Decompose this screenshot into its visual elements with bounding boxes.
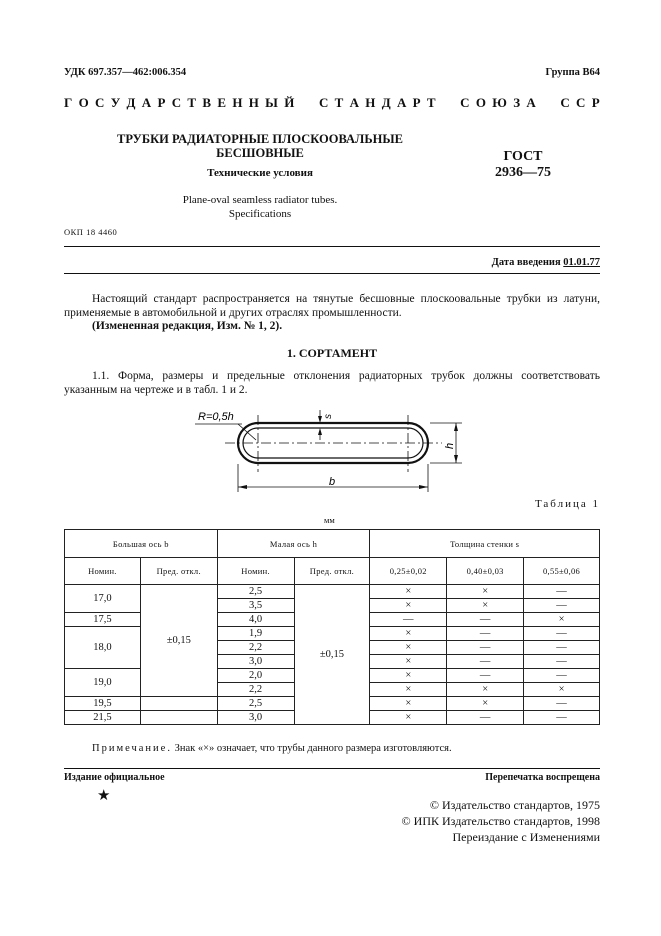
heading-letter: Т bbox=[187, 95, 197, 110]
date-label: Дата введения bbox=[491, 257, 561, 268]
tube-drawing bbox=[190, 400, 480, 500]
heading-letter: Д bbox=[126, 95, 136, 110]
english-title-line-1: Plane-oval seamless radiator tubes. bbox=[182, 194, 338, 206]
wall-055-cell: × bbox=[524, 683, 600, 697]
minor-axis-nominal: 3,0 bbox=[217, 711, 294, 725]
gost-label: ГОСТ bbox=[503, 149, 543, 164]
wall-025-cell: × bbox=[370, 655, 447, 669]
heading-letter: Г bbox=[64, 95, 73, 110]
heading-letter: А bbox=[141, 95, 152, 110]
table-row bbox=[65, 585, 600, 599]
note-label: Примечание. bbox=[92, 743, 172, 754]
wall-055-cell: — bbox=[524, 711, 600, 725]
heading-letter bbox=[442, 95, 454, 111]
heading-letter: С bbox=[95, 95, 105, 110]
heading-letter: Н bbox=[365, 95, 376, 110]
heading-letter bbox=[542, 95, 554, 111]
heading-letter: Р bbox=[157, 95, 166, 110]
major-axis-nominal: 21,5 bbox=[65, 711, 141, 725]
subheader: Пред. откл. bbox=[140, 558, 217, 585]
major-axis-nominal: 18,0 bbox=[65, 627, 141, 669]
heading-letter: Ы bbox=[265, 95, 278, 110]
subheader: Пред. откл. bbox=[294, 558, 370, 585]
minor-axis-nominal: 2,5 bbox=[217, 585, 294, 599]
group-code: Группа В64 bbox=[545, 67, 600, 78]
b-arrow-left bbox=[238, 485, 247, 489]
table-note bbox=[92, 743, 452, 754]
wall-025-cell: × bbox=[370, 641, 447, 655]
heading-letter: Й bbox=[284, 95, 295, 110]
wall-025-cell: × bbox=[370, 683, 447, 697]
wall-025-cell: — bbox=[370, 613, 447, 627]
major-axis-nominal: 19,0 bbox=[65, 669, 141, 697]
heading-letter: О bbox=[475, 95, 486, 110]
s-label: s bbox=[323, 414, 334, 419]
copyright-line-2: © ИПК Издательство стандартов, 1998 bbox=[401, 814, 600, 828]
minor-axis-nominal: 2,2 bbox=[217, 683, 294, 697]
heading-letter: Р bbox=[412, 95, 421, 110]
date-value: 01.01.77 bbox=[563, 257, 600, 268]
heading-letter bbox=[301, 95, 313, 111]
wall-040-cell: × bbox=[447, 683, 524, 697]
wall-055-cell: — bbox=[524, 655, 600, 669]
divider-top bbox=[64, 246, 600, 247]
subheader: 0,55±0,06 bbox=[524, 558, 600, 585]
major-axis-deviation: ±0,15 bbox=[140, 585, 217, 697]
heading-letter: С bbox=[318, 95, 329, 110]
table-unit: мм bbox=[324, 515, 335, 525]
wall-025-cell: × bbox=[370, 697, 447, 711]
heading-letter: С bbox=[560, 95, 570, 110]
english-title bbox=[100, 193, 420, 221]
b-arrow-right bbox=[419, 485, 428, 489]
radius-label: R=0,5h bbox=[198, 411, 234, 423]
dimensions-table bbox=[64, 529, 600, 725]
minor-axis-nominal: 2,2 bbox=[217, 641, 294, 655]
wall-055-cell: — bbox=[524, 599, 600, 613]
note-text: Знак «×» означает, что трубы данного размера изготовляются. bbox=[174, 743, 452, 754]
minor-axis-nominal: 4,0 bbox=[217, 613, 294, 627]
subheader: 0,25±0,02 bbox=[370, 558, 447, 585]
copyright-block bbox=[402, 797, 600, 845]
heading-letter: Р bbox=[591, 95, 600, 110]
divider-footer bbox=[64, 768, 600, 769]
subheader: Номин. bbox=[65, 558, 141, 585]
document-title bbox=[100, 132, 420, 160]
heading-letter: Н bbox=[232, 95, 243, 110]
header-wall-thickness: Толщина стенки s bbox=[370, 530, 600, 558]
minor-axis-nominal: 2,0 bbox=[217, 669, 294, 683]
wall-040-cell: — bbox=[447, 641, 524, 655]
heading-letter: С bbox=[171, 95, 182, 110]
wall-040-cell: — bbox=[447, 669, 524, 683]
minor-axis-nominal: 1,9 bbox=[217, 627, 294, 641]
heading-letter: А bbox=[396, 95, 407, 110]
heading-letter: Н bbox=[248, 95, 259, 110]
state-standard-heading bbox=[64, 95, 600, 111]
h-label: h bbox=[444, 442, 456, 449]
heading-letter: С bbox=[576, 95, 586, 110]
heading-letter: А bbox=[349, 95, 359, 110]
subheader: Номин. bbox=[217, 558, 294, 585]
major-axis-nominal: 17,0 bbox=[65, 585, 141, 613]
official-edition: Издание официальное bbox=[64, 772, 165, 783]
s-arrowhead-bottom bbox=[318, 428, 322, 435]
wall-040-cell: — bbox=[447, 711, 524, 725]
major-axis-deviation-empty bbox=[140, 711, 217, 725]
heading-letter: З bbox=[513, 95, 521, 110]
major-axis-nominal: 17,5 bbox=[65, 613, 141, 627]
reprint-prohibited: Перепечатка воспрещена bbox=[485, 772, 600, 783]
wall-040-cell: — bbox=[447, 613, 524, 627]
udk-code: УДК 697.357—462:006.354 bbox=[64, 67, 187, 78]
introduction-date bbox=[492, 257, 600, 268]
heading-letter: У bbox=[110, 95, 121, 110]
major-axis-nominal: 19,5 bbox=[65, 697, 141, 711]
heading-letter: Ю bbox=[492, 95, 507, 110]
okp-code: ОКП 18 4460 bbox=[64, 227, 118, 237]
heading-letter: Е bbox=[217, 95, 227, 110]
english-title-line-2: Specifications bbox=[228, 208, 292, 220]
h-arrow-top bbox=[454, 423, 458, 431]
section-paragraph: 1.1. Форма, размеры и предельные отклонения радиаторных трубок должны соответствовать указанным на чертеже и в табл. 1 и 2. bbox=[64, 370, 600, 396]
reissue-line: Переиздание с Изменениями bbox=[452, 830, 600, 844]
minor-axis-nominal: 3,0 bbox=[217, 655, 294, 669]
intro-paragraph: Настоящий стандарт распространяется на тянутые бесшовные плоскоовальные трубки из латуни, применяемые в автомобильной и других отраслях промышленности. bbox=[64, 293, 600, 319]
wall-025-cell: × bbox=[370, 627, 447, 641]
section-title: 1. СОРТАМЕНТ bbox=[286, 346, 378, 360]
gost-code: 2936—75 bbox=[495, 165, 551, 180]
subheader: 0,40±0,03 bbox=[447, 558, 524, 585]
wall-055-cell: — bbox=[524, 697, 600, 711]
copyright-line-1: © Издательство стандартов, 1975 bbox=[429, 798, 600, 812]
title-line-2: БЕСШОВНЫЕ bbox=[216, 146, 304, 160]
revision-note: (Измененная редакция, Изм. № 1, 2). bbox=[92, 320, 283, 332]
wall-055-cell: — bbox=[524, 585, 600, 599]
heading-letter: О bbox=[78, 95, 89, 110]
major-axis-deviation-empty bbox=[140, 697, 217, 711]
header-minor-axis: Малая ось h bbox=[217, 530, 370, 558]
b-label: b bbox=[329, 476, 336, 488]
star-icon: ★ bbox=[97, 788, 111, 804]
wall-025-cell: × bbox=[370, 669, 447, 683]
wall-055-cell: × bbox=[524, 613, 600, 627]
minor-axis-nominal: 3,5 bbox=[217, 599, 294, 613]
wall-025-cell: × bbox=[370, 599, 447, 613]
heading-letter: В bbox=[202, 95, 212, 110]
wall-040-cell: × bbox=[447, 599, 524, 613]
heading-letter: С bbox=[460, 95, 470, 110]
wall-055-cell: — bbox=[524, 641, 600, 655]
heading-letter: А bbox=[526, 95, 536, 110]
heading-letter: Т bbox=[426, 95, 436, 110]
heading-letter: Т bbox=[334, 95, 344, 110]
table-caption: Таблица 1 bbox=[534, 498, 600, 510]
wall-040-cell: — bbox=[447, 655, 524, 669]
wall-040-cell: × bbox=[447, 585, 524, 599]
minor-axis-deviation: ±0,15 bbox=[294, 585, 370, 725]
document-subtitle: Технические условия bbox=[207, 167, 313, 179]
title-line-1: ТРУБКИ РАДИАТОРНЫЕ ПЛОСКООВАЛЬНЫЕ bbox=[117, 132, 403, 146]
wall-040-cell: × bbox=[447, 697, 524, 711]
wall-025-cell: × bbox=[370, 585, 447, 599]
h-arrow-bottom bbox=[454, 455, 458, 463]
heading-letter: Д bbox=[381, 95, 391, 110]
header-major-axis: Большая ось b bbox=[65, 530, 218, 558]
wall-055-cell: — bbox=[524, 669, 600, 683]
divider-date bbox=[64, 273, 600, 274]
wall-040-cell: — bbox=[447, 627, 524, 641]
minor-axis-nominal: 2,5 bbox=[217, 697, 294, 711]
gost-number bbox=[478, 149, 568, 181]
wall-055-cell: — bbox=[524, 627, 600, 641]
wall-025-cell: × bbox=[370, 711, 447, 725]
